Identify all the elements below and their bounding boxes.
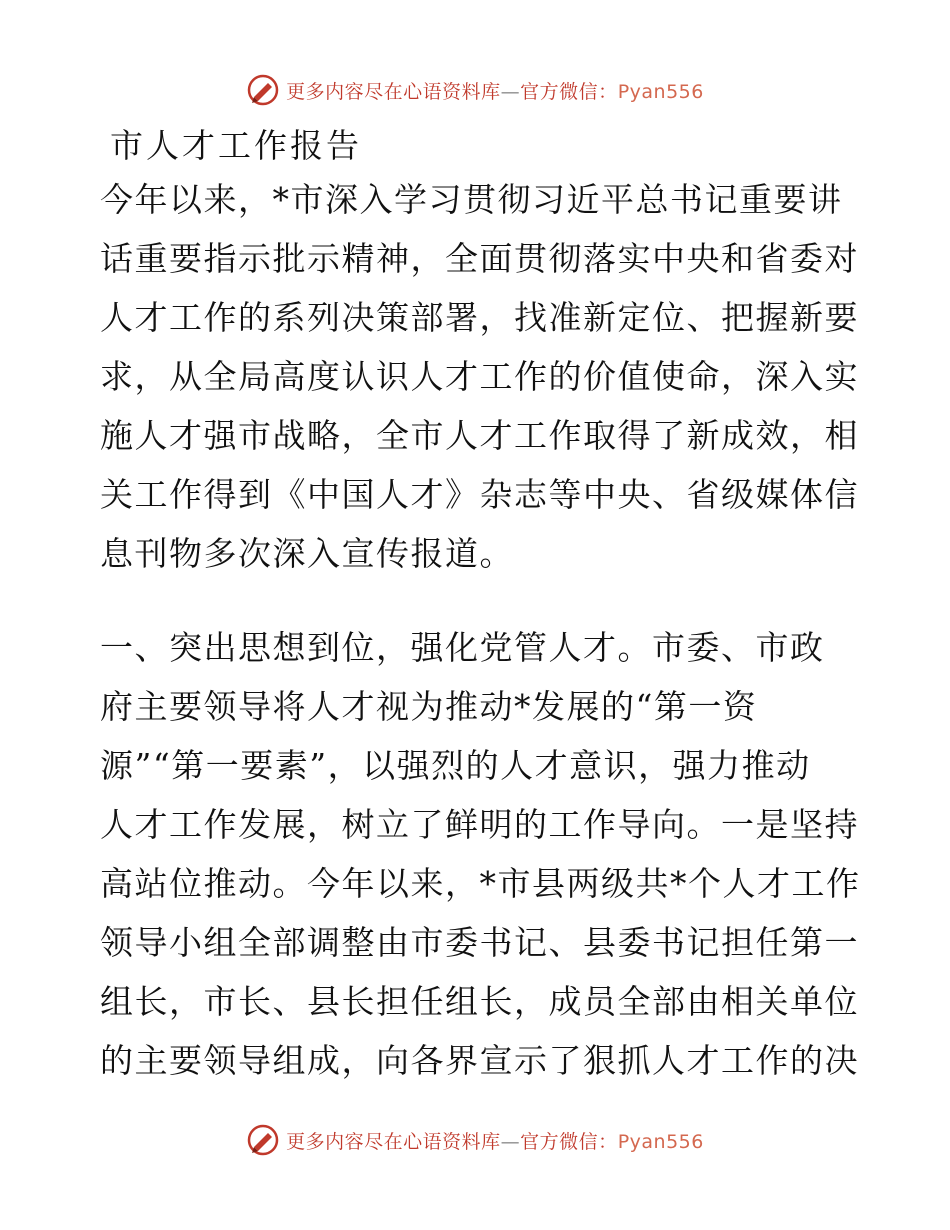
paragraph-section-one — [100, 618, 861, 1090]
watermark-header — [0, 70, 950, 110]
text-line: 组长，市长、县长担任组长，成员全部由相关单位 — [100, 982, 859, 1021]
text-line: 求，从全局高度认识人才工作的价值使命，深入实 — [100, 357, 859, 396]
watermark-footer — [0, 1120, 950, 1160]
text-line: 源”“第一要素”，以强烈的人才意识，强力推动 — [100, 746, 811, 785]
text-line: 人才工作发展，树立了鲜明的工作导向。一是坚持 — [100, 805, 859, 844]
text-line: 府主要领导将人才视为推动*发展的“第一资 — [100, 687, 758, 726]
pen-logo-icon — [246, 73, 280, 107]
watermark-text: 更多内容尽在心语资料库—官方微信：Pyan556 — [286, 1130, 704, 1153]
text-line: 领导小组全部调整由市委书记、县委书记担任第一 — [100, 923, 859, 962]
text-line: 息刊物多次深入宣传报道。 — [100, 534, 514, 573]
text-line: 的主要领导组成，向各界宣示了狠抓人才工作的决 — [100, 1041, 859, 1080]
document-title: 市人才工作报告 — [110, 126, 362, 165]
text-line: 今年以来，*市深入学习贯彻习近平总书记重要讲 — [100, 180, 843, 219]
pen-logo-icon — [246, 1123, 280, 1157]
paragraph-intro — [100, 170, 859, 583]
text-line: 话重要指示批示精神，全面贯彻落实中央和省委对 — [100, 239, 859, 278]
text-line: 施人才强市战略，全市人才工作取得了新成效，相 — [100, 416, 859, 455]
text-line: 高站位推动。今年以来，*市县两级共*个人才工作 — [100, 864, 861, 903]
text-line: 一、突出思想到位，强化党管人才。市委、市政 — [100, 628, 825, 667]
watermark-text: 更多内容尽在心语资料库—官方微信：Pyan556 — [286, 80, 704, 103]
text-line: 关工作得到《中国人才》杂志等中央、省级媒体信 — [100, 475, 859, 514]
text-line: 人才工作的系列决策部署，找准新定位、把握新要 — [100, 298, 859, 337]
